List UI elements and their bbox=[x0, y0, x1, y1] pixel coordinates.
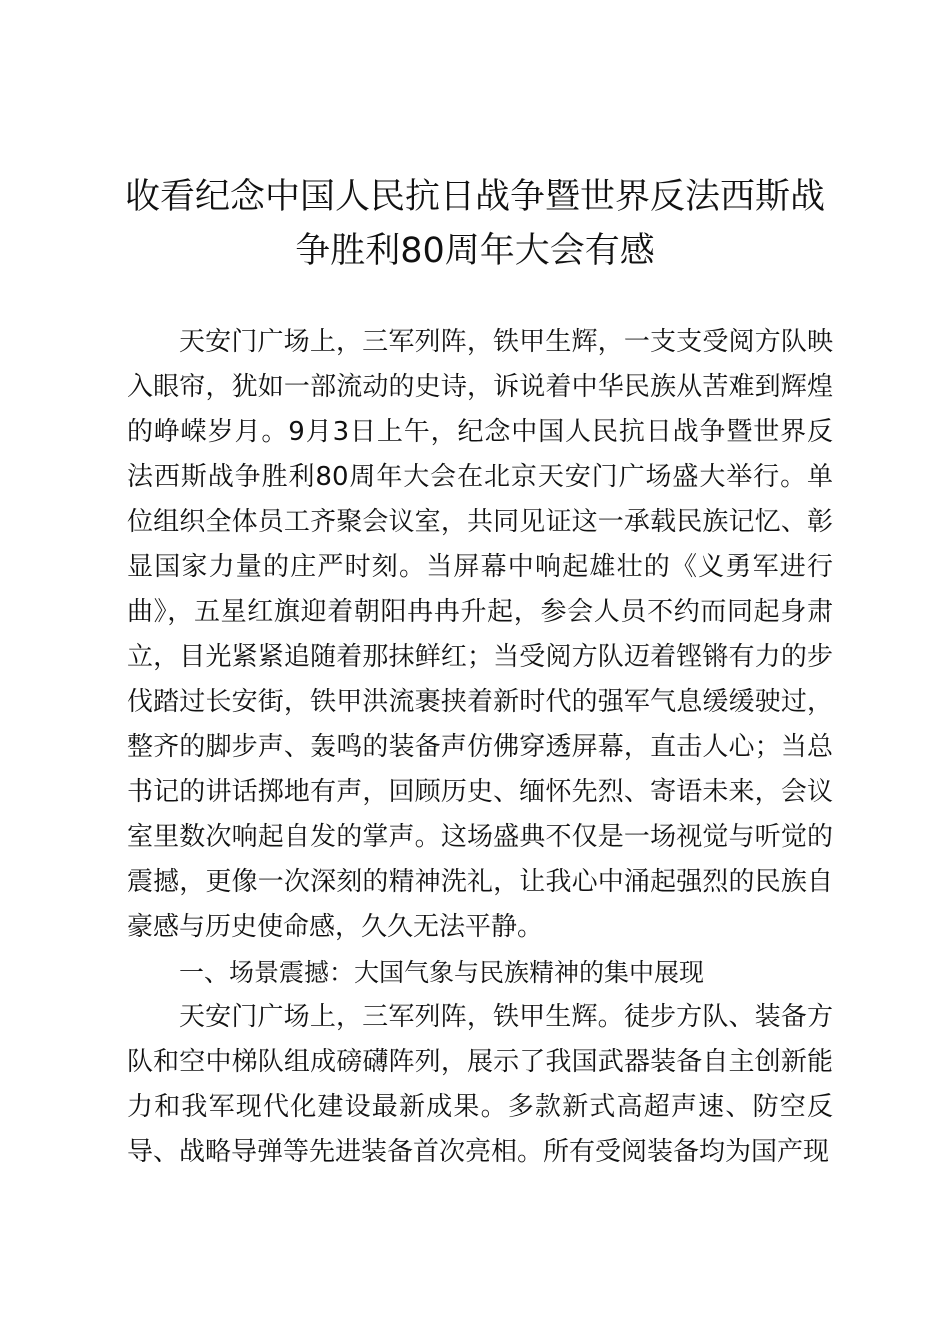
document-body bbox=[127, 320, 833, 1175]
document-title: 收看纪念中国人民抗日战争暨世界反法西斯战争胜利80周年大会有感 bbox=[124, 177, 825, 271]
section-heading-1: 一、场景震撼：大国气象与民族精神的集中展现 bbox=[179, 958, 705, 987]
paragraph-intro: 天安门广场上，三军列阵，铁甲生辉，一支支受阅方队映入眼帘，犹如一部流动的史诗，诉说着中华民族从苦难到辉煌的峥嵘岁月。9月3日上午，纪念中国人民抗日战争暨世界反法西斯战争胜利80周年大会在北京天安门广场盛大举行。单位组织全体员工齐聚会议室，共同见证这一承载民族记忆、彰显国家力量的庄严时刻。当屏幕中响起雄壮的《义勇军进行曲》，五星红旗迎着朝阳冉冉升起，参会人员不约而同起身肃立，目光紧紧追随着那抹鲜红；当受阅方队迈着铿锵有力的步伐踏过长安街，铁甲洪流裹挟着新时代的强军气息缓缓驶过，整齐的脚步声、轰鸣的装备声仿佛穿透屏幕，直击人心；当总书记的讲话掷地有声，回顾历史、缅怀先烈、寄语未来，会议室里数次响起自发的掌声。这场盛典不仅是一场视觉与听觉的震撼，更像一次深刻的精神洗礼，让我心中涌起强烈的民族自豪感与历史使命感，久久无法平静。 bbox=[127, 327, 833, 942]
paragraph-section-1: 天安门广场上，三军列阵，铁甲生辉。徒步方队、装备方队和空中梯队组成磅礴阵列，展示了我国武器装备自主创新能力和我军现代化建设最新成果。多款新式高超声速、防空反导、战略导弹等先进装备首次亮相。所有受阅装备均为国产现 bbox=[127, 1002, 833, 1167]
